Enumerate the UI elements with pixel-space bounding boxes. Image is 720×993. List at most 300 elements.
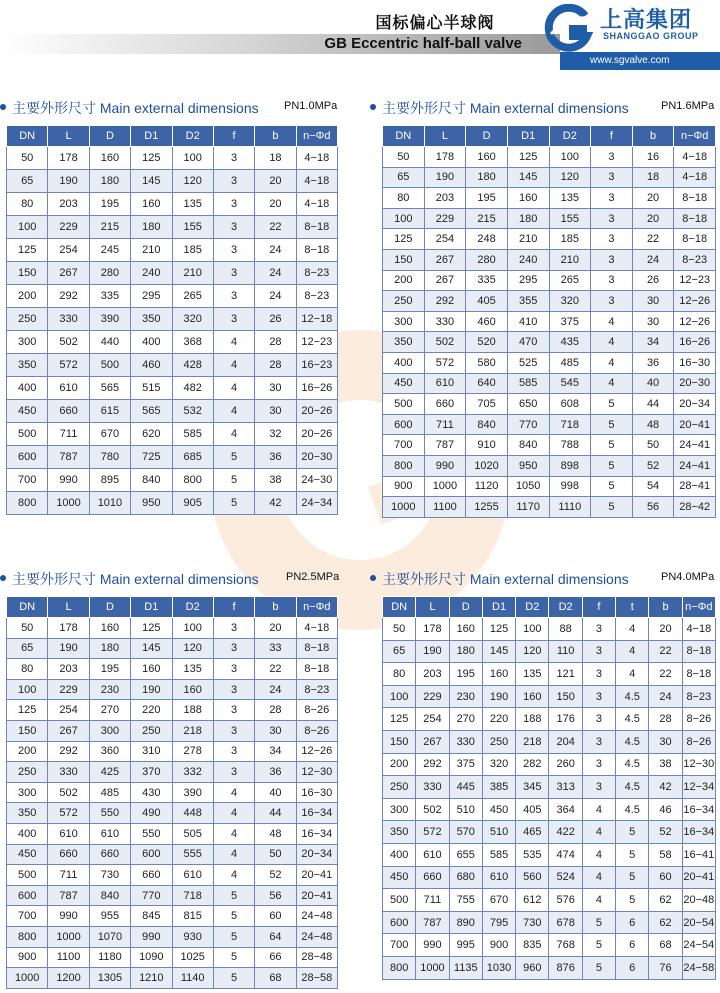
table-cell: 3 [591,147,633,168]
table-cell: 100 [7,679,48,700]
title-band [0,34,560,54]
table-cell: 190 [48,170,89,193]
table-cell: 3 [213,262,254,285]
table-row [383,685,716,708]
table-cell: 711 [48,865,89,886]
table-cell: 4.5 [616,776,649,799]
column-header: n−Φd [296,126,337,147]
table-cell: 770 [131,885,172,906]
table-cell: 3 [591,188,633,209]
table-cell: 20−26 [296,423,337,446]
table-cell: 16−26 [296,377,337,400]
table-cell: 52 [255,865,296,886]
table-cell: 135 [172,193,213,216]
table-cell: 160 [482,663,515,686]
table-cell: 350 [7,354,48,377]
table-row [7,638,338,659]
table-cell: 6 [616,934,649,957]
table-cell: 22 [649,663,682,686]
table-cell: 24 [255,679,296,700]
table-cell: 16−34 [296,803,337,824]
table-cell: 500 [383,889,416,912]
table-cell: 405 [466,291,508,312]
table-cell: 20 [255,170,296,193]
table-cell: 502 [424,332,466,353]
table-row [383,188,716,209]
table-cell: 178 [416,618,449,641]
table-cell: 24−30 [296,469,337,492]
table-cell: 66 [255,947,296,968]
table-cell: 16−34 [296,823,337,844]
table-cell: 400 [7,377,48,400]
table-cell: 570 [449,821,482,844]
table-cell: 385 [482,776,515,799]
table-cell: 320 [549,291,591,312]
table-cell: 890 [449,911,482,934]
table-cell: 210 [131,239,172,262]
table-cell: 660 [131,865,172,886]
table-cell: 3 [582,730,615,753]
table-cell: 300 [89,720,130,741]
table-cell: 8−26 [296,700,337,721]
table-cell: 46 [649,798,682,821]
table-cell: 52 [649,821,682,844]
table-cell: 24 [632,249,674,270]
table-cell: 215 [89,216,130,239]
table-cell: 8−18 [682,640,715,663]
table-cell: 120 [516,640,549,663]
table-cell: 180 [89,170,130,193]
table-cell: 62 [649,911,682,934]
table-cell: 1020 [466,455,508,476]
section-title-pn10 [0,98,259,118]
table-row [7,906,338,927]
table-cell: 8−18 [296,239,337,262]
table-cell: 555 [172,844,213,865]
table-cell: 56 [255,885,296,906]
table-cell: 80 [383,188,425,209]
table-cell: 278 [172,741,213,762]
table-cell: 5 [213,885,254,906]
table-cell: 282 [516,753,549,776]
table-cell: 33 [255,638,296,659]
table-cell: 100 [549,147,591,168]
table-cell: 3 [213,239,254,262]
table-cell: 320 [482,753,515,776]
table-cell: 28 [255,331,296,354]
table-cell: 68 [649,934,682,957]
column-header: b [632,126,674,147]
table-cell: 585 [507,373,549,394]
table-cell: 4−18 [296,193,337,216]
table-cell: 895 [89,469,130,492]
table-header-row [7,597,338,618]
table-cell: 250 [7,308,48,331]
table-cell: 160 [172,679,213,700]
table-cell: 405 [516,798,549,821]
table-cell: 50 [7,618,48,639]
table-cell: 400 [131,331,172,354]
table-cell: 670 [482,889,515,912]
table-cell: 270 [449,708,482,731]
pressure-label-pn40: PN4.0MPa [661,571,715,583]
table-cell: 20−54 [682,911,715,934]
table-cell: 3 [582,640,615,663]
column-header: D1 [131,597,172,618]
table-cell: 4 [213,400,254,423]
table-cell: 800 [7,926,48,947]
table-cell: 610 [48,823,89,844]
table-cell: 229 [48,216,89,239]
table-cell: 800 [7,492,48,515]
table-cell: 42 [255,492,296,515]
table-cell: 52 [632,455,674,476]
table-cell: 150 [7,262,48,285]
table-cell: 3 [591,167,633,188]
table-cell: 485 [549,352,591,373]
table-cell: 950 [131,492,172,515]
bullet-icon [370,575,376,581]
table-cell: 5 [213,926,254,947]
table-cell: 5 [213,947,254,968]
table-cell: 5 [616,889,649,912]
table-cell: 210 [507,229,549,250]
table-cell: 150 [549,685,582,708]
table-cell: 4 [582,821,615,844]
dimensions-table-pn25 [6,596,338,989]
table-cell: 5 [616,843,649,866]
bullet-icon [0,104,6,110]
table-cell: 1135 [449,956,482,979]
table-row [7,700,338,721]
table-cell: 780 [89,446,130,469]
table-cell: 355 [507,291,549,312]
table-cell: 3 [213,762,254,783]
table-cell: 755 [449,889,482,912]
table-cell: 20−26 [296,400,337,423]
table-cell: 28−42 [674,497,716,518]
table-row [383,147,716,168]
table-cell: 770 [507,414,549,435]
table-cell: 100 [383,685,416,708]
table-cell: 700 [383,435,425,456]
table-cell: 270 [89,700,130,721]
table-row [383,332,716,353]
table-cell: 200 [7,741,48,762]
table-cell: 500 [89,354,130,377]
table-cell: 1255 [466,497,508,518]
table-cell: 4−18 [674,167,716,188]
table-row [383,663,716,686]
table-cell: 610 [424,373,466,394]
table-cell: 4−18 [682,618,715,641]
table-cell: 620 [131,423,172,446]
table-cell: 640 [466,373,508,394]
table-cell: 250 [482,730,515,753]
table-cell: 20−48 [682,889,715,912]
table-cell: 5 [213,968,254,989]
table-cell: 12−26 [674,311,716,332]
table-cell: 267 [424,249,466,270]
table-cell: 135 [549,188,591,209]
table-cell: 460 [466,311,508,332]
table-header-row [383,597,716,618]
table-row [383,455,716,476]
table-cell: 615 [89,400,130,423]
table-cell: 345 [516,776,549,799]
column-header: b [255,597,296,618]
table-cell: 203 [424,188,466,209]
table-cell: 30 [255,400,296,423]
table-cell: 76 [649,956,682,979]
table-cell: 4−18 [296,618,337,639]
column-header: DN [7,597,48,618]
table-cell: 4.5 [616,685,649,708]
table-cell: 550 [131,823,172,844]
table-cell: 18 [632,167,674,188]
table-cell: 1210 [131,968,172,989]
table-cell: 470 [507,332,549,353]
column-header: D1 [507,126,549,147]
table-cell: 50 [7,147,48,170]
table-cell: 5 [582,934,615,957]
section-title-pn16 [370,98,629,118]
table-row [7,492,338,515]
table-header-row [7,126,338,147]
table-cell: 267 [416,730,449,753]
table-cell: 768 [549,934,582,957]
table-row [7,679,338,700]
table-cell: 8−18 [296,216,337,239]
table-cell: 8−18 [296,659,337,680]
brand-name-cn: 上高集团 [600,8,693,33]
table-cell: 4 [591,352,633,373]
column-header: D [89,597,130,618]
table-row [383,476,716,497]
table-cell: 5 [213,492,254,515]
table-cell: 660 [416,866,449,889]
table-cell: 12−23 [296,331,337,354]
table-cell: 24 [649,685,682,708]
table-cell: 3 [213,741,254,762]
table-cell: 550 [89,803,130,824]
table-cell: 465 [516,821,549,844]
column-header: D1 [482,597,515,618]
table-cell: 4 [582,889,615,912]
table-cell: 4 [616,663,649,686]
table-cell: 22 [649,640,682,663]
table-cell: 400 [383,843,416,866]
table-row [7,741,338,762]
table-cell: 200 [383,270,425,291]
table-cell: 3 [582,685,615,708]
table-cell: 18 [255,147,296,170]
table-cell: 1050 [507,476,549,497]
table-cell: 560 [516,866,549,889]
column-header: L [48,126,89,147]
table-row [7,331,338,354]
table-row [383,889,716,912]
table-cell: 178 [48,147,89,170]
table-cell: 800 [383,455,425,476]
table-cell: 50 [632,435,674,456]
table-cell: 24−34 [296,492,337,515]
table-cell: 3 [582,708,615,731]
table-row [7,844,338,865]
table-cell: 16−34 [682,798,715,821]
table-cell: 5 [591,497,633,518]
table-cell: 12−26 [296,741,337,762]
table-cell: 300 [7,782,48,803]
table-row [383,821,716,844]
table-cell: 5 [591,455,633,476]
table-cell: 3 [213,638,254,659]
table-cell: 135 [516,663,549,686]
table-cell: 5 [591,476,633,497]
column-header: b [649,597,682,618]
table-cell: 1100 [48,947,89,968]
table-cell: 3 [591,291,633,312]
table-cell: 5 [213,906,254,927]
table-cell: 1070 [89,926,130,947]
table-cell: 260 [549,753,582,776]
table-cell: 1305 [89,968,130,989]
table-row [7,285,338,308]
column-header: L [48,597,89,618]
table-cell: 685 [172,446,213,469]
section-title-text: 主要外形尺寸 Main external dimensions [12,571,259,587]
table-cell: 100 [383,208,425,229]
table-cell: 24−48 [296,926,337,947]
table-cell: 20−30 [296,446,337,469]
table-cell: 32 [255,423,296,446]
table-cell: 990 [48,469,89,492]
table-cell: 8−18 [674,188,716,209]
table-cell: 20−30 [674,373,716,394]
column-header: D2 [516,597,549,618]
table-cell: 195 [89,193,130,216]
table-cell: 910 [466,435,508,456]
table-cell: 220 [131,700,172,721]
table-cell: 30 [632,311,674,332]
table-cell: 840 [131,469,172,492]
table-cell: 65 [7,638,48,659]
table-cell: 3 [213,285,254,308]
table-cell: 120 [549,167,591,188]
table-cell: 58 [649,843,682,866]
table-cell: 80 [7,193,48,216]
table-cell: 1000 [48,926,89,947]
table-row [383,394,716,415]
brand-logo-icon [543,4,593,52]
table-cell: 254 [48,239,89,262]
table-cell: 1120 [466,476,508,497]
table-cell: 565 [131,400,172,423]
table-row [383,730,716,753]
table-cell: 267 [48,720,89,741]
table-cell: 450 [7,400,48,423]
table-cell: 3 [213,308,254,331]
column-header: D [449,597,482,618]
table-cell: 545 [549,373,591,394]
table-cell: 3 [213,679,254,700]
table-cell: 1000 [424,476,466,497]
table-cell: 5 [582,911,615,934]
column-header: f [582,597,615,618]
table-cell: 26 [255,308,296,331]
table-cell: 60 [255,906,296,927]
table-cell: 1000 [7,968,48,989]
table-cell: 4 [213,782,254,803]
table-cell: 65 [7,170,48,193]
table-cell: 660 [48,400,89,423]
table-cell: 4 [582,798,615,821]
table-cell: 16 [632,147,674,168]
table-row [383,435,716,456]
table-cell: 28−58 [296,968,337,989]
table-cell: 450 [383,866,416,889]
table-cell: 56 [632,497,674,518]
table-cell: 422 [549,821,582,844]
table-cell: 700 [7,906,48,927]
table-cell: 608 [549,394,591,415]
table-cell: 3 [213,618,254,639]
table-cell: 160 [131,659,172,680]
table-cell: 16−41 [682,843,715,866]
table-cell: 8−18 [674,208,716,229]
table-row [7,216,338,239]
table-cell: 24−41 [674,435,716,456]
table-cell: 30 [632,291,674,312]
table-row [383,270,716,291]
table-cell: 248 [466,229,508,250]
table-cell: 250 [7,762,48,783]
table-cell: 254 [48,700,89,721]
table-row [7,170,338,193]
table-cell: 210 [172,262,213,285]
table-cell: 787 [48,446,89,469]
section-title-pn40 [370,569,629,589]
table-cell: 610 [482,866,515,889]
table-cell: 28 [649,708,682,731]
table-cell: 24 [255,285,296,308]
table-cell: 4 [213,331,254,354]
table-cell: 930 [172,926,213,947]
table-cell: 3 [213,193,254,216]
table-row [7,147,338,170]
table-cell: 4 [213,844,254,865]
table-cell: 24−58 [682,956,715,979]
table-cell: 670 [89,423,130,446]
table-cell: 203 [48,659,89,680]
table-cell: 160 [516,685,549,708]
table-cell: 36 [255,446,296,469]
table-cell: 520 [466,332,508,353]
table-cell: 350 [7,803,48,824]
table-cell: 795 [482,911,515,934]
table-cell: 5 [616,866,649,889]
table-cell: 1000 [383,497,425,518]
table-cell: 195 [89,659,130,680]
column-header: DN [383,597,416,618]
table-cell: 4.5 [616,708,649,731]
table-cell: 120 [172,638,213,659]
table-cell: 572 [424,352,466,373]
website-link[interactable]: www.sgvalve.com [590,55,670,66]
table-row [7,782,338,803]
table-cell: 610 [172,865,213,886]
table-row [7,308,338,331]
